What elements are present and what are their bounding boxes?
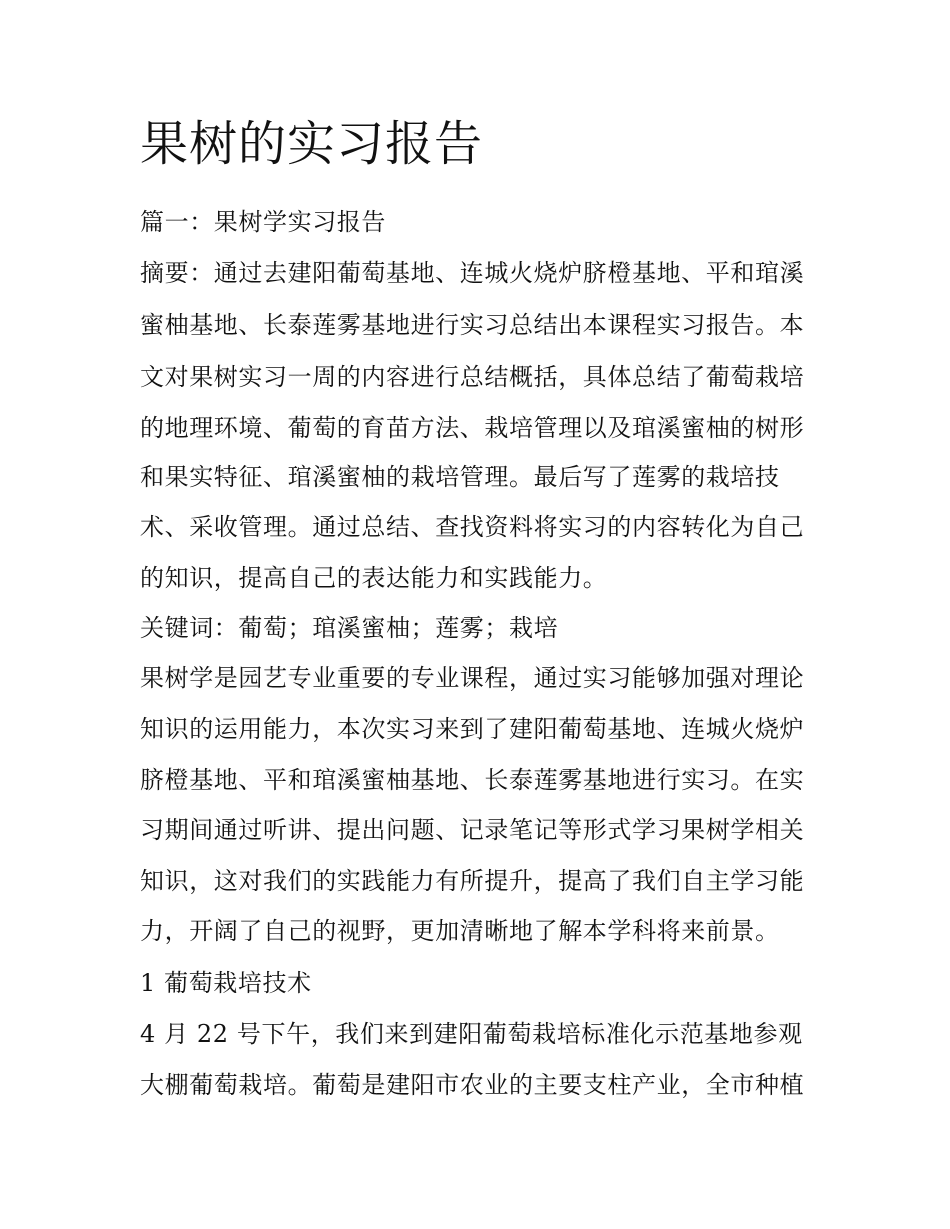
paragraph-line: 4 月 22 号下午，我们来到建阳葡萄栽培标准化示范基地参观: [140, 1020, 803, 1048]
document-title: 果树的实习报告: [140, 116, 484, 172]
section-heading: 篇一：果树学实习报告: [140, 208, 386, 236]
paragraph-line: 大棚葡萄栽培。葡萄是建阳市农业的主要支柱产业，全市种植: [140, 1071, 805, 1099]
paragraph-line: 习期间通过听讲、提出问题、记录笔记等形式学习果树学相关: [140, 816, 805, 844]
section-heading: 1 葡萄栽培技术: [140, 969, 312, 997]
paragraph-line: 知识，这对我们的实践能力有所提升，提高了我们自主学习能: [140, 867, 805, 895]
paragraph-line: 果树学是园艺专业重要的专业课程，通过实习能够加强对理论: [140, 664, 805, 692]
paragraph-line: 蜜柚基地、长泰莲雾基地进行实习总结出本课程实习报告。本: [140, 311, 805, 339]
paragraph-line: 的知识，提高自己的表达能力和实践能力。: [140, 564, 608, 592]
paragraph-line: 术、采收管理。通过总结、查找资料将实习的内容转化为自己: [140, 513, 805, 541]
keywords-line: 关键词：葡萄；琯溪蜜柚；莲雾；栽培: [140, 614, 559, 642]
paragraph-line: 力，开阔了自己的视野，更加清晰地了解本学科将来前景。: [140, 917, 780, 945]
paragraph-line: 知识的运用能力，本次实习来到了建阳葡萄基地、连城火烧炉: [140, 715, 805, 743]
paragraph-line: 摘要：通过去建阳葡萄基地、连城火烧炉脐橙基地、平和琯溪: [140, 259, 805, 287]
paragraph-line: 的地理环境、葡萄的育苗方法、栽培管理以及琯溪蜜柚的树形: [140, 414, 805, 442]
paragraph-line: 文对果树实习一周的内容进行总结概括，具体总结了葡萄栽培: [140, 363, 805, 391]
paragraph-line: 和果实特征、琯溪蜜柚的栽培管理。最后写了莲雾的栽培技: [140, 463, 780, 491]
paragraph-line: 脐橙基地、平和琯溪蜜柚基地、长泰莲雾基地进行实习。在实: [140, 766, 805, 794]
